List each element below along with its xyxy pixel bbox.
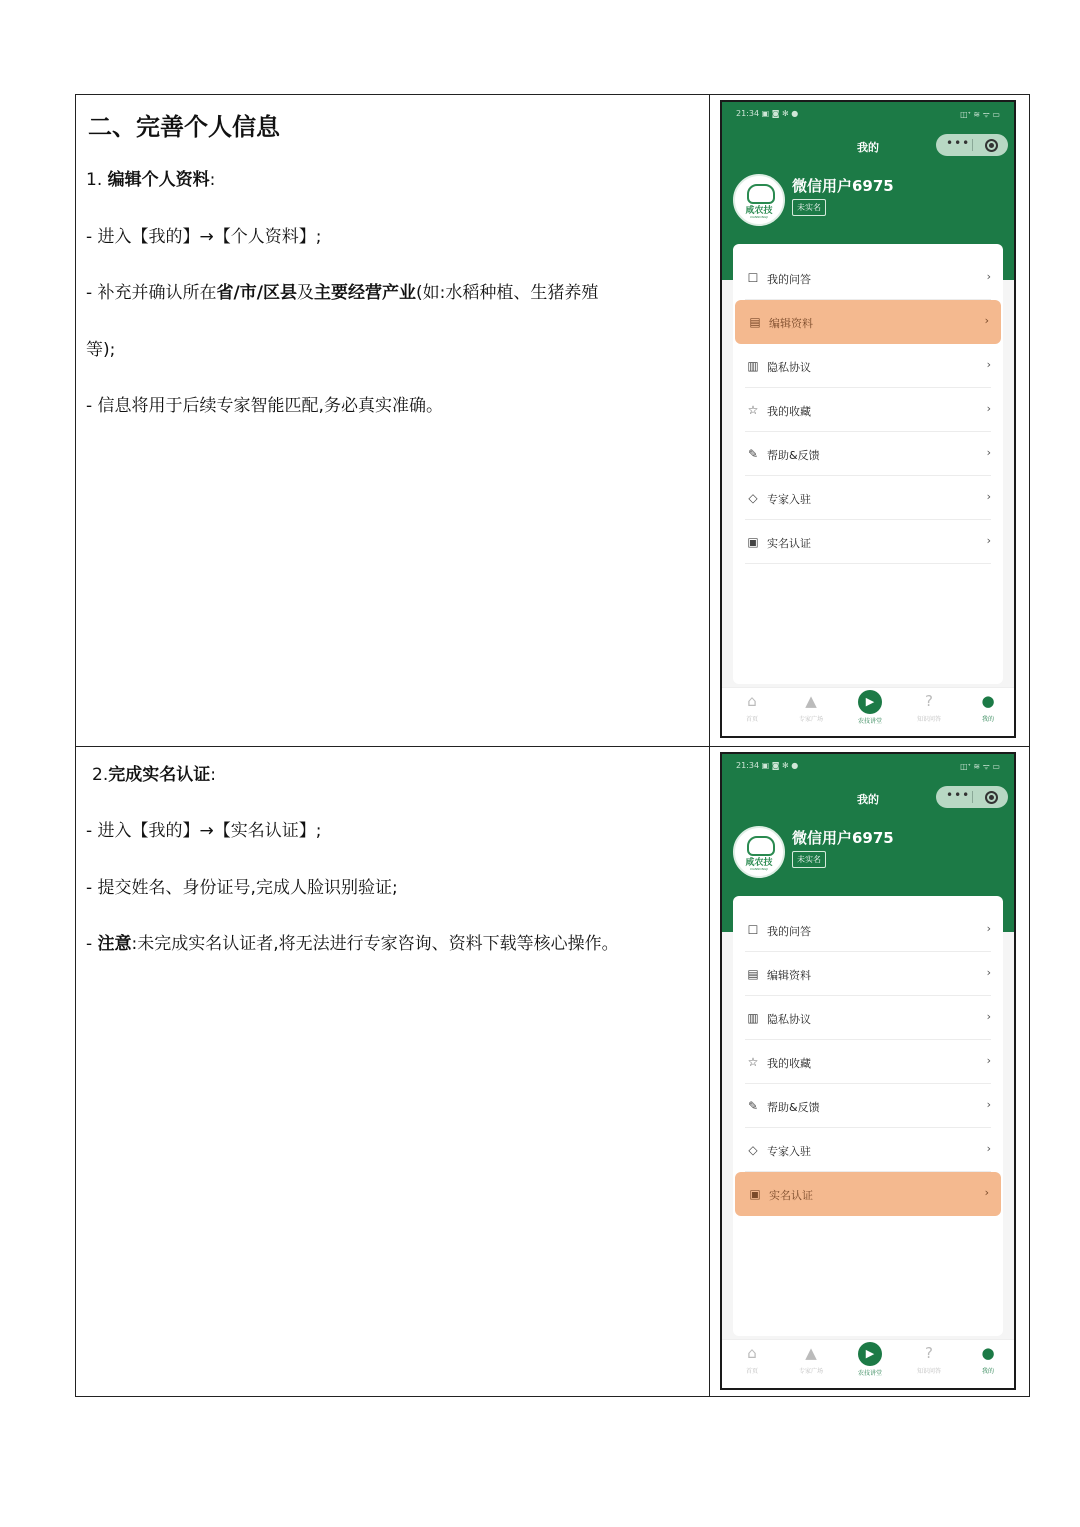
- status-bar: [736, 761, 1000, 770]
- status-bar: [736, 109, 1000, 118]
- question-icon: ?: [925, 692, 933, 710]
- menu-item-privacy[interactable]: [733, 996, 1003, 1040]
- menu-item-privacy[interactable]: [733, 344, 1003, 388]
- tab-me[interactable]: [963, 1344, 1013, 1375]
- tab-label: 我的: [981, 716, 994, 723]
- video-icon: ▶: [858, 1342, 882, 1366]
- tab-home[interactable]: [727, 692, 777, 723]
- menu-item-edit-profile[interactable]: [735, 300, 1001, 344]
- question-icon: ?: [925, 1344, 933, 1362]
- feedback-icon: ✎: [747, 1099, 759, 1113]
- tab-bar: [722, 687, 1014, 736]
- feedback-icon: ✎: [747, 447, 759, 461]
- privacy-icon: ▥: [747, 359, 759, 373]
- step2-line2: - 提交姓名、身份证号,完成人脸识别验证;: [86, 878, 398, 898]
- chevron-right-icon: ›: [986, 270, 991, 283]
- tab-label: 农技讲堂: [857, 1370, 882, 1377]
- close-target-icon[interactable]: [985, 139, 998, 152]
- status-time: 21:34 ▣ ◙ ✻ ●: [736, 761, 799, 770]
- step2-heading: [92, 764, 216, 786]
- document-icon: ▤: [749, 315, 761, 329]
- status-badge: 未实名: [792, 851, 826, 868]
- chevron-right-icon: ›: [986, 966, 991, 979]
- step-number: 1.: [86, 170, 103, 190]
- tab-me[interactable]: [963, 692, 1013, 723]
- chevron-right-icon: ›: [984, 1186, 989, 1199]
- tab-label: 专家广场: [798, 716, 823, 723]
- menu-card: [733, 896, 1003, 1336]
- username: 微信用户6975: [792, 829, 894, 847]
- menu-label: 帮助&反馈: [767, 1101, 820, 1114]
- username: 微信用户6975: [792, 177, 894, 195]
- tab-label: 专家广场: [798, 1368, 823, 1375]
- step2-line1: - 进入【我的】→【实名认证】;: [86, 821, 322, 841]
- logo-subtext: XIANNONGJI: [749, 215, 769, 219]
- chevron-right-icon: ›: [984, 314, 989, 327]
- text-span: 及: [296, 283, 314, 303]
- tab-label: 知识问答: [916, 716, 941, 723]
- step-title: 编辑个人资料: [107, 170, 210, 190]
- bold-industry: 主要经营产业: [313, 283, 416, 303]
- miniapp-capsule[interactable]: [936, 786, 1008, 808]
- graduation-cap-icon: ◇: [748, 491, 758, 505]
- capsule-divider: [972, 791, 973, 803]
- dash: -: [86, 934, 98, 954]
- star-icon: ☆: [747, 403, 759, 417]
- logo-icon: [747, 836, 775, 856]
- table-row-edit-profile: [76, 95, 1029, 747]
- miniapp-capsule[interactable]: [936, 134, 1008, 156]
- menu-label: 编辑资料: [767, 969, 811, 982]
- text-span: :未完成实名认证者,将无法进行专家咨询、资料下载等核心操作。: [131, 934, 619, 954]
- menu-item-favorites[interactable]: [733, 1040, 1003, 1084]
- divider: [745, 563, 991, 564]
- user-icon: ●: [981, 692, 995, 710]
- chevron-right-icon: ›: [986, 358, 991, 371]
- chevron-right-icon: ›: [986, 1142, 991, 1155]
- menu-item-help[interactable]: [733, 432, 1003, 476]
- text-span: (如:水稻种植、生猪养殖: [415, 283, 599, 303]
- menu-label: 隐私协议: [767, 1013, 811, 1026]
- qa-icon: ☐: [747, 271, 759, 285]
- step1-line2: [86, 282, 598, 304]
- tab-label: 首页: [745, 716, 758, 723]
- chevron-right-icon: ›: [986, 1010, 991, 1023]
- step1-line4: - 信息将用于后续专家智能匹配,务必真实准确。: [86, 396, 443, 416]
- menu-item-favorites[interactable]: [733, 388, 1003, 432]
- tab-lectures[interactable]: [845, 692, 895, 725]
- page-title: 我的: [857, 793, 879, 806]
- document-icon: ▤: [747, 967, 759, 981]
- step2-line3: [86, 933, 619, 955]
- menu-label: 帮助&反馈: [767, 449, 820, 462]
- close-target-icon[interactable]: [985, 791, 998, 804]
- tab-knowledge[interactable]: [904, 692, 954, 723]
- menu-item-expert-join[interactable]: [733, 1128, 1003, 1172]
- star-icon: ☆: [747, 1055, 759, 1069]
- logo-text: 咸农技: [745, 858, 773, 868]
- colon: :: [210, 765, 216, 785]
- id-card-icon: ▣: [747, 535, 759, 549]
- tab-experts[interactable]: [786, 1344, 836, 1375]
- chevron-right-icon: ›: [986, 534, 991, 547]
- menu-card: [733, 244, 1003, 684]
- status-icons: ◫ᐩ ≋ ᯤ ▭: [960, 110, 1000, 119]
- menu-item-help[interactable]: [733, 1084, 1003, 1128]
- tab-lectures[interactable]: [845, 1344, 895, 1377]
- bold-region: 省/市/区县: [216, 283, 297, 303]
- tab-label: 首页: [745, 1368, 758, 1375]
- logo-subtext: XIANNONGJI: [749, 867, 769, 871]
- chevron-right-icon: ›: [986, 1098, 991, 1111]
- step1-line3: 等);: [86, 340, 116, 360]
- home-icon: ⌂: [747, 1344, 757, 1362]
- note-label: 注意: [97, 934, 132, 954]
- menu-label: 专家入驻: [767, 493, 811, 506]
- column-divider: [709, 747, 710, 1396]
- page-title: 我的: [857, 141, 879, 154]
- avatar[interactable]: [733, 826, 785, 878]
- chevron-right-icon: ›: [986, 1054, 991, 1067]
- capsule-divider: [972, 139, 973, 151]
- qa-icon: ☐: [747, 923, 759, 937]
- menu-item-edit-profile[interactable]: [733, 952, 1003, 996]
- tab-knowledge[interactable]: [904, 1344, 954, 1375]
- expert-icon: ▲: [805, 692, 817, 710]
- menu-item-real-name[interactable]: [733, 520, 1003, 564]
- menu-label: 我的收藏: [767, 405, 811, 418]
- graduation-cap-icon: ◇: [748, 1143, 758, 1157]
- tab-label: 我的: [981, 1368, 994, 1375]
- menu-label: 隐私协议: [767, 361, 811, 374]
- chevron-right-icon: ›: [986, 446, 991, 459]
- menu-item-my-qa[interactable]: [733, 256, 1003, 300]
- step-number: 2.: [92, 765, 109, 785]
- menu-label: 我的收藏: [767, 1057, 811, 1070]
- tab-experts[interactable]: [786, 692, 836, 723]
- menu-label: 编辑资料: [769, 317, 813, 330]
- step1-heading: [86, 169, 215, 191]
- step-title: 完成实名认证: [108, 765, 211, 785]
- tab-label: 农技讲堂: [857, 718, 882, 725]
- instruction-table: [75, 94, 1030, 1397]
- chevron-right-icon: ›: [986, 490, 991, 503]
- logo-icon: [747, 184, 775, 204]
- status-icons: ◫ᐩ ≋ ᯤ ▭: [960, 762, 1000, 771]
- menu-item-my-qa[interactable]: [733, 908, 1003, 952]
- menu-item-real-name[interactable]: [735, 1172, 1001, 1216]
- status-badge: 未实名: [792, 199, 826, 216]
- text-span: - 补充并确认所在: [86, 283, 217, 303]
- chevron-right-icon: ›: [986, 922, 991, 935]
- id-card-icon: ▣: [749, 1187, 761, 1201]
- phone-screenshot-real-name: [720, 752, 1016, 1390]
- home-icon: ⌂: [747, 692, 757, 710]
- avatar[interactable]: [733, 174, 785, 226]
- menu-label: 实名认证: [767, 537, 811, 550]
- tab-label: 知识问答: [916, 1368, 941, 1375]
- chevron-right-icon: ›: [986, 402, 991, 415]
- menu-label: 实名认证: [769, 1189, 813, 1202]
- privacy-icon: ▥: [747, 1011, 759, 1025]
- user-icon: ●: [981, 1344, 995, 1362]
- colon: :: [209, 170, 216, 190]
- section-title: 二、完善个人信息: [88, 113, 280, 141]
- expert-icon: ▲: [805, 1344, 817, 1362]
- menu-label: 我的问答: [767, 925, 811, 938]
- status-time: 21:34 ▣ ◙ ✻ ●: [736, 109, 799, 118]
- menu-label: 我的问答: [767, 273, 811, 286]
- video-icon: ▶: [858, 690, 882, 714]
- table-row-real-name: [76, 747, 1029, 1396]
- more-icon[interactable]: •••: [946, 788, 971, 802]
- menu-label: 专家入驻: [767, 1145, 811, 1158]
- column-divider: [709, 95, 710, 746]
- tab-home[interactable]: [727, 1344, 777, 1375]
- more-icon[interactable]: •••: [946, 136, 971, 150]
- phone-screenshot-edit-profile: [720, 100, 1016, 738]
- menu-item-expert-join[interactable]: [733, 476, 1003, 520]
- tab-bar: [722, 1339, 1014, 1388]
- step1-line1: - 进入【我的】→【个人资料】;: [86, 227, 322, 247]
- logo-text: 咸农技: [745, 206, 773, 216]
